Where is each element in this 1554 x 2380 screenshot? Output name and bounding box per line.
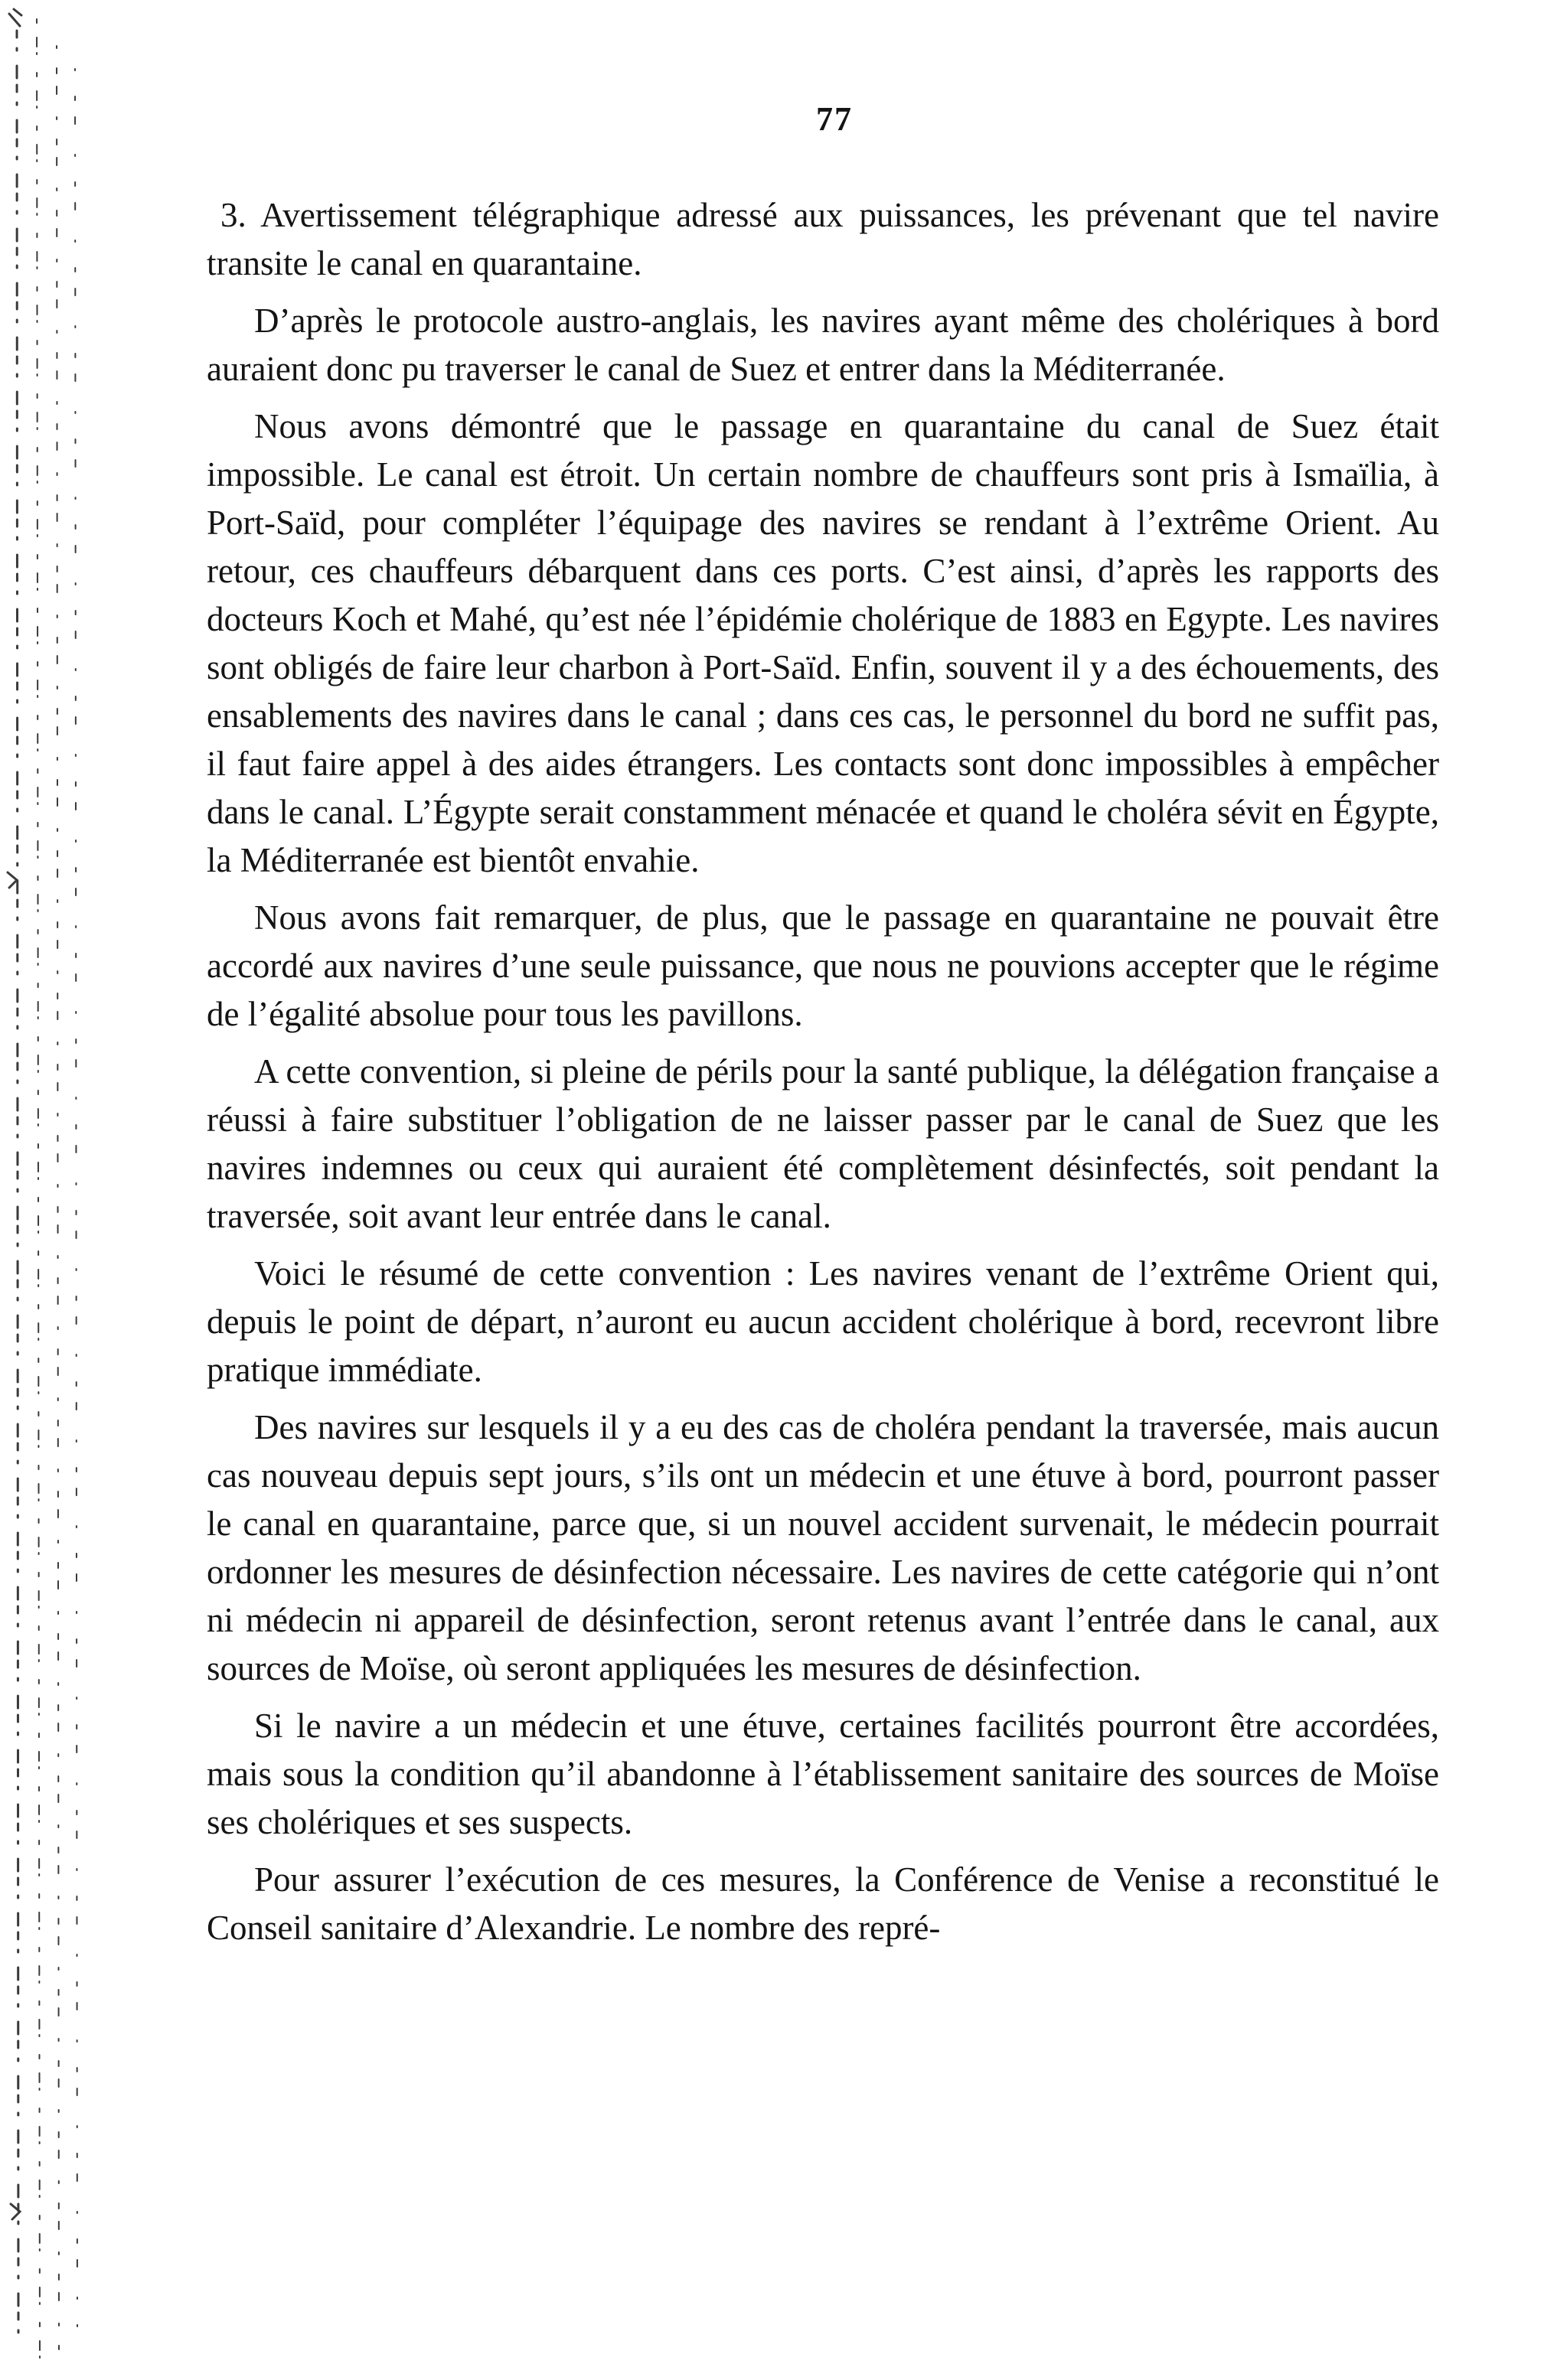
binding-edge-speckle: [0, 0, 115, 2380]
page-binding-edge: [0, 0, 115, 2380]
page-number: 77: [816, 100, 853, 138]
paragraph-austro-english-protocol: D’après le protocole austro-anglais, les navires ayant même des cholériques à bord auraient donc pu traverser le canal de Suez et entrer dans la Méditerranée.: [207, 302, 1439, 388]
paragraph-alexandria-council: Pour assurer l’exécution de ces mesures, la Conférence de Venise a reconstitué le Conseil sanitaire d’Alexandrie. Le nombre des repré-: [207, 1860, 1439, 1947]
paragraph-quarantine-impossible: Nous avons démontré que le passage en quarantaine du canal de Suez était impossible. Le canal est étroit. Un certain nombre de chauffeurs sont pris à Ismaïlia, à Port-Saïd, pour compléter l’équipage des navires se rendant à l’extrême Orient. Au retour, ces chauffeurs débarquent dans ces ports. C’est ainsi, d’après les rapports des docteurs Koch et Mahé, qu’est née l’épidémie cholérique de 1883 en Egypte. Les navires sont obligés de faire leur charbon à Port-Saïd. Enfin, souvent il y a des échouements, des ensablements des navires dans le canal ; dans ces cas, le personnel du bord ne suffit pas, il faut faire appel à des aides étrangers. Les contacts sont donc impossibles à empêcher dans le canal. L’Égypte serait constamment ménacée et quand le choléra sévit en Égypte, la Méditerranée est bientôt envahie.: [207, 407, 1439, 879]
paragraph-doctor-and-stove: Si le navire a un médecin et une étuve, certaines facilités pourront être accordées, mais sous la condition qu’il abandonne à l’établissement sanitaire des sources de Moïse ses cholériques et ses suspects.: [207, 1707, 1439, 1841]
page-body: [207, 191, 1439, 1961]
paragraph-convention-summary: Voici le résumé de cette convention : Les navires venant de l’extrême Orient qui, depuis le point de départ, n’auront eu aucun accident cholérique à bord, recevront libre pratique immédiate.: [207, 1254, 1439, 1389]
paragraph-french-delegation: A cette convention, si pleine de périls pour la santé publique, la délégation française a réussi à faire substituer l’obligation de ne laisser passer par le canal de Suez que les navires indemnes ou ceux qui auraient été complètement désinfectés, soit pendant la traversée, soit avant leur entrée dans le canal.: [207, 1052, 1439, 1235]
paragraph-ships-with-cholera: Des navires sur lesquels il y a eu des cas de choléra pendant la traversée, mais aucun cas nouveau depuis sept jours, s’ils ont un médecin et une étuve à bord, pourront passer le canal en quarantaine, parce que, si un nouvel accident survenait, le médecin pourrait ordonner les mesures de désinfection nécessaire. Les navires de cette catégorie qui n’ont ni médecin ni appareil de désinfection, seront retenus avant l’entrée dans le canal, aux sources de Moïse, où seront appliquées les mesures de désinfection.: [207, 1408, 1439, 1687]
paragraph-equal-regime: Nous avons fait remarquer, de plus, que le passage en quarantaine ne pouvait être accordé aux navires d’une seule puissance, que nous ne pouvions accepter que le régime de l’égalité absolue pour tous les pavillons.: [207, 898, 1439, 1033]
paragraph-telegraphic-notice: 3. Avertissement télégraphique adressé aux puissances, les prévenant que tel navire transite le canal en quarantaine.: [207, 196, 1439, 282]
